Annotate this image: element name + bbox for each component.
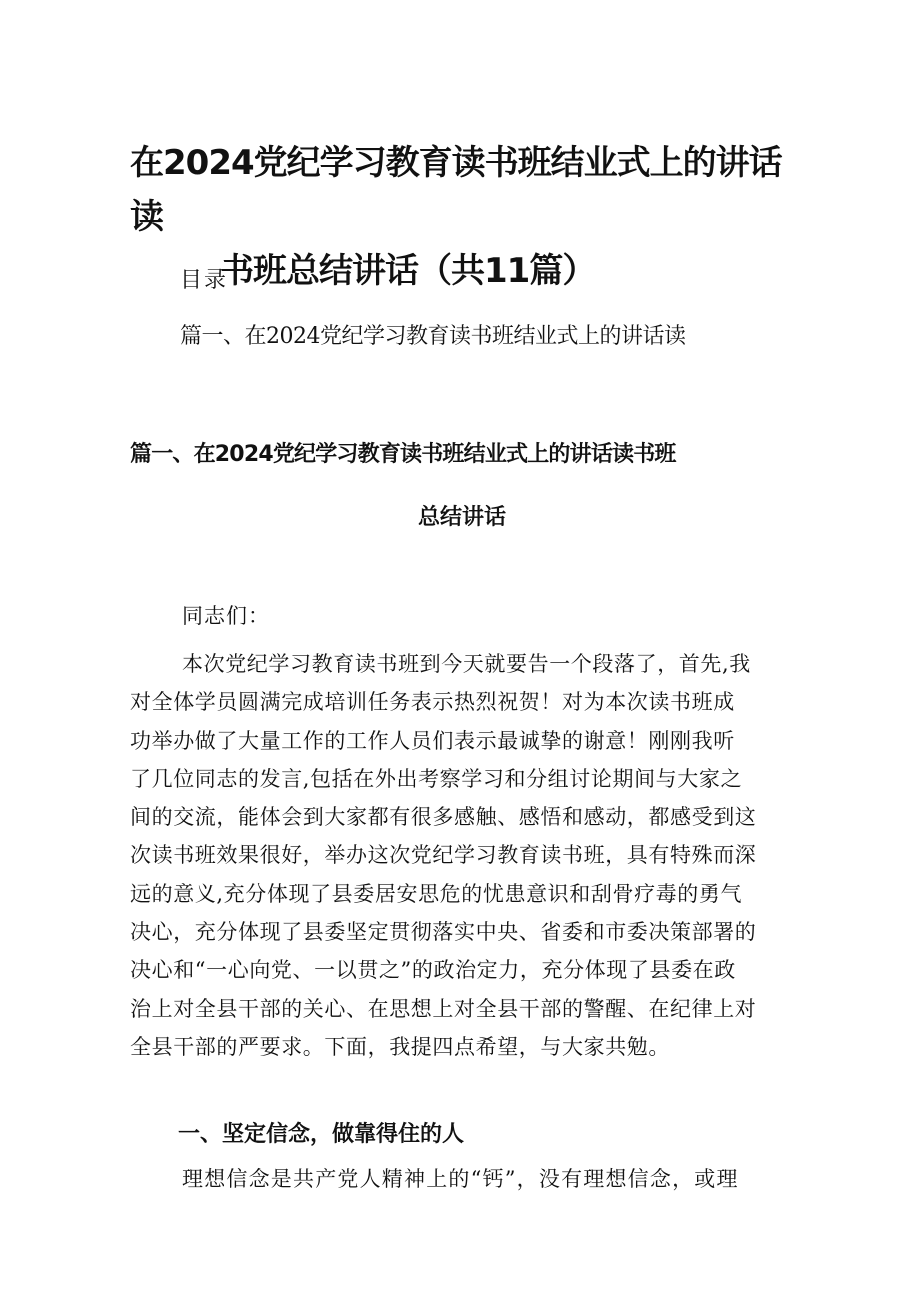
paragraph-line: 全县干部的严要求。下面，我提四点希望，与大家共勉。 — [130, 1034, 670, 1059]
paragraph-line: 功举办做了大量工作的工作人员们表示最诚挚的谢意！刚刚我听 — [130, 728, 735, 753]
section-heading-1: 一、坚定信念，做靠得住的人 — [178, 1122, 465, 1147]
document-title-line-1: 在2024党纪学习教育读书班结业式上的讲话读 — [130, 143, 782, 237]
paragraph-line: 决心，充分体现了县委坚定贯彻落实中央、省委和市委决策部署的 — [130, 920, 757, 945]
paragraph-line: 治上对全县干部的关心、在思想上对全县干部的警醒、在纪律上对 — [130, 996, 757, 1021]
toc-entry[interactable]: 篇一、在2024党纪学习教育读书班结业式上的讲话读 — [180, 324, 686, 349]
paragraph-line: 次读书班效果很好，举办这次党纪学习教育读书班，具有特殊而深 — [130, 843, 757, 868]
paragraph-line: 决心和“一心向党、一以贯之”的政治定力，充分体现了县委在政 — [130, 958, 736, 983]
paragraph-2-line-1: 理想信念是共产党人精神上的“钙”，没有理想信念，或理 — [182, 1167, 739, 1191]
document-title-line-2: 书班总结讲话（共11篇） — [220, 251, 596, 291]
salutation: 同志们： — [182, 604, 270, 628]
paragraph-line: 间的交流，能体会到大家都有很多感触、感悟和感动，都感受到这 — [130, 805, 757, 830]
paragraph-line: 了几位同志的发言,包括在外出考察学习和分组讨论期间与大家之 — [130, 766, 743, 791]
toc-label: 目录 — [180, 268, 229, 293]
paragraph-line: 远的意义,充分体现了县委居安思危的忧患意识和刮骨疗毒的勇气 — [130, 881, 743, 906]
section-title: 篇一、在2024党纪学习教育读书班结业式上的讲话读书班 — [130, 442, 676, 467]
paragraph-line: 对全体学员圆满完成培训任务表示热烈祝贺！对为本次读书班成 — [130, 690, 735, 715]
paragraph-line: 本次党纪学习教育读书班到今天就要告一个段落了，首先,我 — [182, 652, 751, 676]
paragraph-1 — [130, 645, 796, 1066]
section-title-continued: 总结讲话 — [418, 505, 507, 530]
document-title — [130, 136, 810, 298]
